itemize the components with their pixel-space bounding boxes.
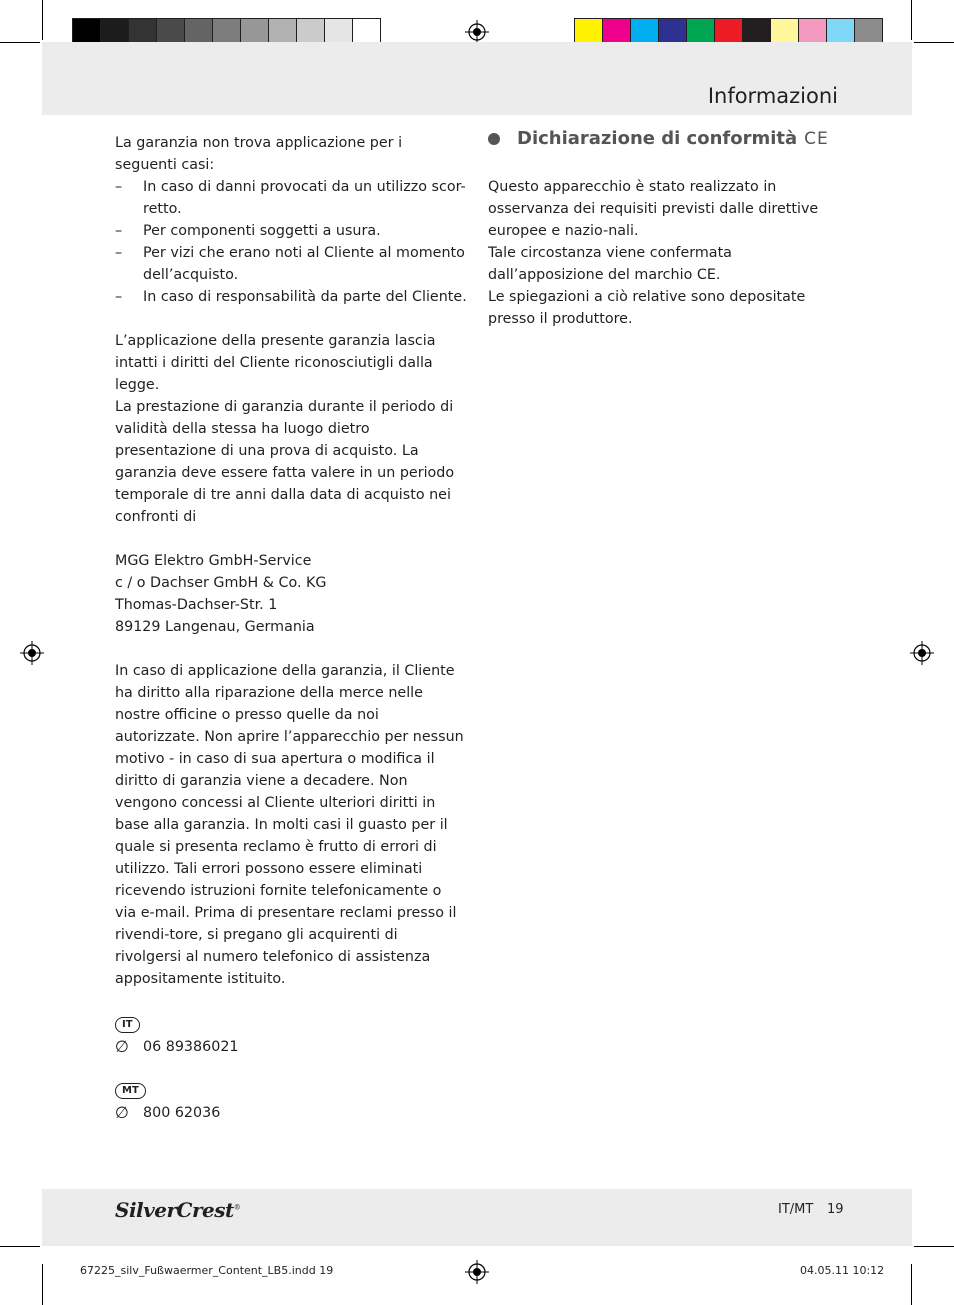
color-swatch xyxy=(630,18,659,45)
contact-mt xyxy=(115,1078,467,1124)
color-swatch xyxy=(240,18,269,45)
date-slug: 04.05.11 10:12 xyxy=(800,1264,885,1277)
crop-mark xyxy=(0,42,40,43)
address-line: c / o Dachser GmbH & Co. KG xyxy=(115,575,327,591)
color-swatch xyxy=(324,18,353,45)
crop-mark xyxy=(0,1246,40,1247)
color-swatch xyxy=(184,18,213,45)
list-item: – In caso di danni provocati da un utilizzo scor-retto. xyxy=(115,179,466,217)
country-badge: IT xyxy=(115,1017,140,1033)
address-line: 89129 Langenau, Germania xyxy=(115,619,315,635)
registration-mark-icon xyxy=(465,20,489,44)
bullet-icon xyxy=(488,133,500,145)
crop-mark xyxy=(911,0,912,40)
color-swatch xyxy=(128,18,157,45)
color-swatch xyxy=(686,18,715,45)
warranty-claim-text: La prestazione di garanzia durante il periodo di validità della stessa ha luogo dietro presentazione di una prova di acquisto. La garanzia deve essere fatta valere in un periodo temporale di tre anni dalla data di acquisto nei confronti di xyxy=(115,399,455,525)
color-swatch xyxy=(296,18,325,45)
color-swatch xyxy=(798,18,827,45)
service-address xyxy=(115,550,467,638)
country-badge: MT xyxy=(115,1083,146,1099)
crop-mark xyxy=(911,1264,912,1305)
color-swatch xyxy=(854,18,883,45)
color-swatch xyxy=(72,18,101,45)
intro-text: La garanzia non trova applicazione per i seguenti casi: xyxy=(115,135,403,173)
color-swatch xyxy=(714,18,743,45)
brand-logo: SilverCrest® xyxy=(115,1198,241,1222)
contact-it xyxy=(115,1012,467,1058)
page-title: Informazioni xyxy=(707,84,838,108)
phone-icon: ∅ xyxy=(115,1037,129,1056)
list-item: – Per vizi che erano noti al Cliente al momento dell’acquisto. xyxy=(115,245,465,283)
crop-mark xyxy=(914,42,954,43)
address-line: MGG Elektro GmbH-Service xyxy=(115,553,312,569)
color-swatch xyxy=(352,18,381,45)
color-swatch xyxy=(156,18,185,45)
left-column xyxy=(115,132,467,1124)
page-number: 19 xyxy=(827,1202,844,1217)
ce-mark-icon: CE xyxy=(804,128,829,149)
phone-number: 800 62036 xyxy=(143,1105,221,1121)
repair-terms-text: In caso di applicazione della garanzia, il Cliente ha diritto alla riparazione della merce nelle nostre officine o presso quelle da noi autorizzate. Non aprire l’apparecchio per nessun motivo - in caso di sua apertura o modifica il diritto di garanzia viene a decadere. Non vengono concessi al Cliente ulteriori diritti in base alla garanzia. In molti casi il guasto per il quale si presenta reclamo è frutto di errori di utilizzo. Tali errori possono essere eliminati ricevendo istruzioni fornite telefonicamente o via e-mail. Prima di presentare reclami presso il rivendi-tore, si pregano gli acquirenti di rivolgersi al numero telefonico di assistenza appositamente istituito. xyxy=(115,663,464,987)
color-swatch xyxy=(658,18,687,45)
list-item: – In caso di responsabilità da parte del Cliente. xyxy=(115,289,467,305)
list-item: – Per componenti soggetti a usura. xyxy=(115,223,381,239)
ce-mark-text: Tale circostanza viene confermata dall’apposizione del marchio CE. xyxy=(488,245,732,283)
right-column xyxy=(488,176,840,330)
locale-label: IT/MT xyxy=(778,1202,814,1217)
color-swatch xyxy=(212,18,241,45)
phone-number: 06 89386021 xyxy=(143,1039,239,1055)
color-swatch xyxy=(742,18,771,45)
address-line: Thomas-Dachser-Str. 1 xyxy=(115,597,278,613)
color-swatch xyxy=(100,18,129,45)
conformity-text: Questo apparecchio è stato realizzato in osservanza dei requisiti previsti dalle direttive europee e nazio-nali. xyxy=(488,179,819,239)
legal-rights-text: L’applicazione della presente garanzia lascia intatti i diritti del Cliente riconosciutigli dalla legge. xyxy=(115,333,436,393)
color-swatch xyxy=(602,18,631,45)
conformity-heading: Dichiarazione di conformità CE xyxy=(488,128,829,149)
documentation-text: Le spiegazioni a ciò relative sono depositate presso il produttore. xyxy=(488,289,806,327)
registration-mark-icon xyxy=(20,641,44,665)
file-slug: 67225_silv_Fußwaermer_Content_LB5.indd 19 xyxy=(80,1264,334,1277)
crop-mark xyxy=(914,1246,954,1247)
phone-icon: ∅ xyxy=(115,1103,129,1122)
exclusion-list xyxy=(115,176,467,308)
registration-mark-icon xyxy=(465,1260,489,1284)
color-swatch xyxy=(770,18,799,45)
crop-mark xyxy=(42,1264,43,1305)
color-swatch xyxy=(268,18,297,45)
color-swatch xyxy=(574,18,603,45)
crop-mark xyxy=(42,0,43,40)
color-swatch xyxy=(826,18,855,45)
registration-mark-icon xyxy=(910,641,934,665)
